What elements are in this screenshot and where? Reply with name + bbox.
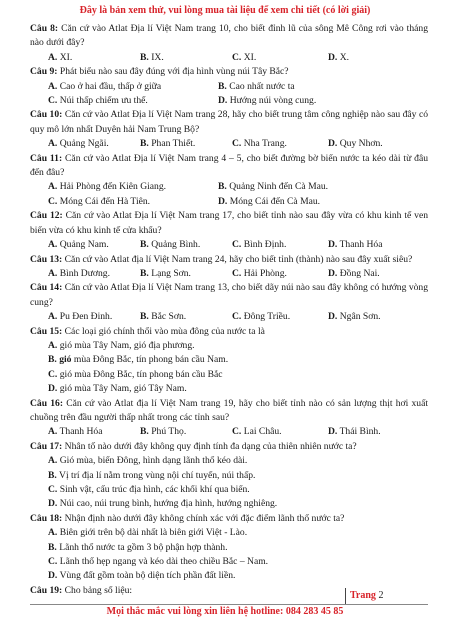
question-block (30, 108, 428, 151)
option-letter: B. (140, 267, 149, 279)
option-text: Vị trí địa lí nằm trong vùng nội chí tuyến, núi thấp. (59, 469, 256, 481)
option-text: Ngân Sơn. (339, 311, 381, 323)
question-block (30, 253, 428, 282)
answer-option (232, 267, 328, 281)
answer-option (328, 267, 424, 281)
option-letter: A. (48, 426, 58, 438)
option-text: Quy Nhơn. (339, 138, 383, 150)
question-label: Câu 15: (30, 325, 63, 337)
question-text: Căn cứ vào Atlat địa lí Việt Nam trang 19, hãy cho biết tỉnh nào có sản lượng thịt hơi xuất chuồng trên đầu người thấp nhất trong các tỉnh sau? (30, 397, 428, 423)
answer-options (30, 137, 428, 151)
option-text: Núi cao, núi trung bình, hướng địa hình, hướng nghiêng. (59, 498, 278, 510)
option-text: Vùng đất gồm toàn bộ diện tích phần đất liền. (59, 570, 236, 582)
option-letter: C. (232, 138, 242, 150)
option-letter: B. (140, 426, 149, 438)
question-stem (30, 397, 428, 426)
answer-options (30, 454, 428, 512)
answer-option (140, 238, 232, 252)
option-text: Nha Trang. (243, 138, 287, 150)
question-block (30, 397, 428, 440)
option-letter: A. (48, 527, 58, 539)
question-stem (30, 108, 428, 137)
question-block (30, 152, 428, 210)
answer-option (48, 51, 140, 65)
answer-option (48, 310, 140, 324)
option-letter: A. (48, 239, 58, 251)
option-letter: C. (48, 95, 58, 107)
option-text: Thanh Hóa (339, 239, 383, 251)
question-text: Cho bảng số liệu: (64, 584, 133, 596)
option-letter: D. (48, 383, 58, 395)
page-number: Trang 2 (345, 588, 383, 604)
option-text: gió mùa Tây Nam, gió địa phương. (59, 339, 195, 351)
option-letter: A. (48, 267, 58, 279)
answer-option (48, 180, 218, 194)
option-text: X. (339, 51, 350, 63)
answer-option (48, 137, 140, 151)
answer-option (48, 94, 218, 108)
option-text: Lai Châu. (243, 426, 282, 438)
answer-option (30, 569, 428, 583)
option-letter: B. gió (48, 354, 72, 366)
answer-options (30, 238, 428, 252)
option-text: Lãnh thổ hẹp ngang và kéo dài theo chiều Bắc – Nam. (59, 556, 269, 568)
option-letter: C. (232, 267, 242, 279)
option-text: Biên giới trên bộ dài nhất là biên giới Việt - Lào. (59, 527, 248, 539)
option-letter: C. (48, 484, 58, 495)
answer-options (30, 425, 428, 439)
option-text: Bình Định. (243, 239, 287, 251)
answer-options (30, 51, 428, 65)
option-text: Móng Cái đến Cà Mau. (229, 195, 321, 207)
question-block (30, 281, 428, 324)
question-stem (30, 440, 428, 454)
option-text: Hải Phòng. (243, 267, 287, 279)
question-label: Câu 13: (30, 253, 63, 265)
option-letter: A. (48, 138, 58, 150)
answer-option (232, 310, 328, 324)
answer-option (232, 51, 328, 65)
question-text: Căn cứ vào Atlat Địa lí Việt Nam trang 10, cho biết đỉnh lũ của sông Mê Công rơi vào tháng nào dưới đây? (30, 23, 428, 49)
question-stem (30, 22, 428, 51)
option-letter: D. (218, 95, 228, 107)
answer-option (140, 425, 232, 439)
answer-option (30, 368, 428, 382)
option-text: IX. (151, 51, 164, 63)
answer-option (232, 137, 328, 151)
option-text: Đồng Nai. (339, 267, 380, 279)
question-stem (30, 325, 428, 339)
option-text: Thái Bình. (339, 426, 381, 438)
answer-options (30, 339, 428, 397)
question-label: Câu 10: (30, 109, 63, 121)
question-text: Căn cứ vào Atlat Địa lí Việt Nam trang 13, cho biết dãy núi nào sau đây không có hướng vòng cung? (30, 282, 429, 308)
option-letter: C. (232, 311, 242, 323)
option-letter: D. (328, 239, 338, 251)
option-text: Thanh Hóa (59, 426, 103, 438)
option-text: Lãnh thổ nước ta gồm 3 bộ phận hợp thành. (59, 541, 228, 553)
option-letter: A. (48, 339, 58, 351)
answer-option (328, 425, 424, 439)
question-block (30, 65, 428, 108)
answer-option (140, 51, 232, 65)
answer-option (30, 526, 428, 540)
question-stem (30, 281, 428, 310)
option-text: Quảng Bình. (151, 239, 201, 251)
answer-option (218, 180, 418, 194)
option-letter: A. (48, 455, 58, 467)
question-stem (30, 152, 428, 181)
option-letter: B. (140, 138, 149, 150)
option-text: Phan Thiết. (151, 138, 196, 150)
question-block (30, 440, 428, 512)
question-text: Các loại gió chính thổi vào mùa đông của nước ta là (64, 325, 265, 337)
option-text: Núi thấp chiếm ưu thế. (59, 95, 148, 107)
answer-option (30, 497, 428, 511)
answer-option (328, 310, 424, 324)
option-text: Gió mùa, biển Đông, hình dạng lãnh thổ kéo dài. (59, 455, 248, 467)
option-letter: D. (328, 267, 338, 279)
answer-option (30, 469, 428, 483)
question-stem (30, 512, 428, 526)
option-letter: C. (232, 239, 242, 251)
answer-option (328, 238, 424, 252)
option-text: Phú Thọ. (151, 426, 187, 438)
answer-option (328, 51, 424, 65)
option-letter: B. (218, 181, 227, 193)
option-text: gió mùa Đông Bắc, tín phong bán cầu Bắc (59, 368, 223, 380)
answer-option (30, 382, 428, 396)
option-letter: B. (48, 541, 57, 553)
option-text: Quảng Ninh đến Cà Mau. (229, 181, 329, 193)
answer-option (232, 425, 328, 439)
answer-option (48, 80, 218, 94)
option-letter: B. (140, 311, 149, 323)
question-label: Câu 12: (30, 210, 63, 222)
answer-option (140, 267, 232, 281)
option-letter: A. (48, 80, 58, 92)
answer-option (30, 541, 428, 555)
option-text: Cao ở hai đầu, thấp ở giữa (59, 80, 162, 92)
option-text: Móng Cái đến Hà Tiên. (59, 195, 151, 207)
question-block (30, 22, 428, 65)
option-text: Cao nhất nước ta (229, 80, 295, 92)
question-label: Câu 14: (30, 282, 63, 294)
answer-option (218, 80, 418, 94)
option-letter: D. (48, 498, 58, 510)
option-text: mùa Đông Bắc, tín phong bán cầu Nam. (73, 354, 229, 366)
answer-option (48, 238, 140, 252)
answer-option (218, 195, 418, 209)
question-label: Câu 16: (30, 397, 64, 409)
option-letter: D. (328, 311, 338, 323)
option-letter: A. (48, 311, 58, 323)
option-letter: D. (328, 51, 338, 63)
answer-option (140, 137, 232, 151)
option-text: XI. (243, 51, 257, 63)
option-letter: B. (140, 239, 149, 251)
question-label: Câu 9: (30, 66, 58, 78)
question-list (30, 22, 428, 598)
question-text: Nhận định nào dưới đây không chính xác với đặc điểm lãnh thổ nước ta? (64, 512, 345, 524)
question-label: Câu 18: (30, 512, 63, 524)
option-text: Quảng Nam. (59, 239, 109, 251)
question-label: Câu 8: (30, 23, 59, 34)
answer-options (30, 310, 428, 324)
option-letter: C. (48, 368, 58, 380)
answer-options (30, 80, 428, 109)
footer-divider (30, 604, 428, 605)
option-text: Sinh vật, cấu trúc địa hình, các khối khí qua biển. (59, 484, 250, 495)
question-text: Căn cứ vào Atlat địa lí Việt Nam trang 24, hãy cho biết tỉnh (thành) nào sau đây xuất siêu? (64, 253, 413, 265)
answer-option (30, 353, 428, 367)
answer-option (218, 94, 418, 108)
option-text: Đông Triều. (243, 311, 291, 323)
option-letter: D. (48, 570, 58, 582)
option-text: Hướng núi vòng cung. (229, 95, 317, 107)
answer-options (30, 180, 428, 209)
question-stem (30, 209, 428, 238)
answer-option (30, 555, 428, 569)
preview-notice: Đây là bản xem thử, vui lòng mua tài liệu để xem chi tiết (có lời giải) (79, 5, 371, 16)
question-text: Nhân tố nào dưới đây không quy định tính đa dạng của thiên nhiên nước ta? (64, 440, 357, 452)
question-label: Câu 19: (30, 584, 63, 596)
option-text: Bình Dương. (59, 267, 110, 279)
answer-options (30, 267, 428, 281)
question-stem (30, 65, 428, 79)
question-label: Câu 11: (30, 152, 63, 164)
option-letter: C. (232, 51, 242, 63)
question-text: Căn cứ vào Atlat Địa lí Việt Nam trang 28, hãy cho biết trung tâm công nghiệp nào sau đây có quy mô lớn nhất Duyên hải Nam Trung Bộ? (30, 109, 428, 135)
option-letter: A. (48, 51, 58, 63)
option-text: Quảng Ngãi. (59, 138, 109, 150)
question-block (30, 512, 428, 584)
option-text: gió mùa Tây Nam, gió Tây Nam. (59, 383, 187, 395)
answer-option (30, 454, 428, 468)
answer-option (232, 238, 328, 252)
option-letter: B. (218, 80, 227, 92)
option-letter: D. (218, 195, 228, 207)
answer-options (30, 526, 428, 584)
question-stem (30, 253, 428, 267)
question-block (30, 325, 428, 397)
option-letter: C. (48, 556, 58, 568)
option-text: Lạng Sơn. (151, 267, 191, 279)
answer-option (30, 483, 428, 497)
option-letter: C. (232, 426, 242, 438)
option-text: Bắc Sơn. (151, 311, 187, 323)
option-letter: D. (328, 426, 338, 438)
option-letter: C. (48, 195, 58, 207)
option-text: Hải Phòng đến Kiên Giang. (59, 181, 167, 193)
question-text: Căn cứ vào Atlat Địa lí Việt Nam trang 17, cho biết tỉnh nào sau đây vừa có khu kinh tế ven biển vừa có khu kinh tế cửa khẩu? (30, 210, 428, 236)
answer-option (140, 310, 232, 324)
answer-option (328, 137, 424, 151)
option-letter: B. (140, 51, 149, 63)
option-letter: A. (48, 181, 58, 193)
question-text: Phát biểu nào sau đây đúng với địa hình vùng núi Tây Bắc? (59, 66, 289, 78)
option-letter: D. (328, 138, 338, 150)
answer-option (48, 425, 140, 439)
answer-option (48, 195, 218, 209)
option-text: XI. (59, 51, 73, 63)
answer-option (48, 267, 140, 281)
option-text: Pu Đen Đinh. (59, 311, 113, 323)
question-text: Căn cứ vào Atlat Địa lí Việt Nam trang 4 – 5, cho biết đường bờ biển nước ta kéo dài từ đâu đến đâu? (30, 152, 428, 179)
answer-option (30, 339, 428, 353)
hotline-note: Mọi thắc mắc vui lòng xin liên hệ hotline: 084 283 45 85 (106, 606, 344, 617)
option-letter: B. (48, 469, 57, 481)
question-block (30, 209, 428, 252)
question-label: Câu 17: (30, 440, 63, 452)
